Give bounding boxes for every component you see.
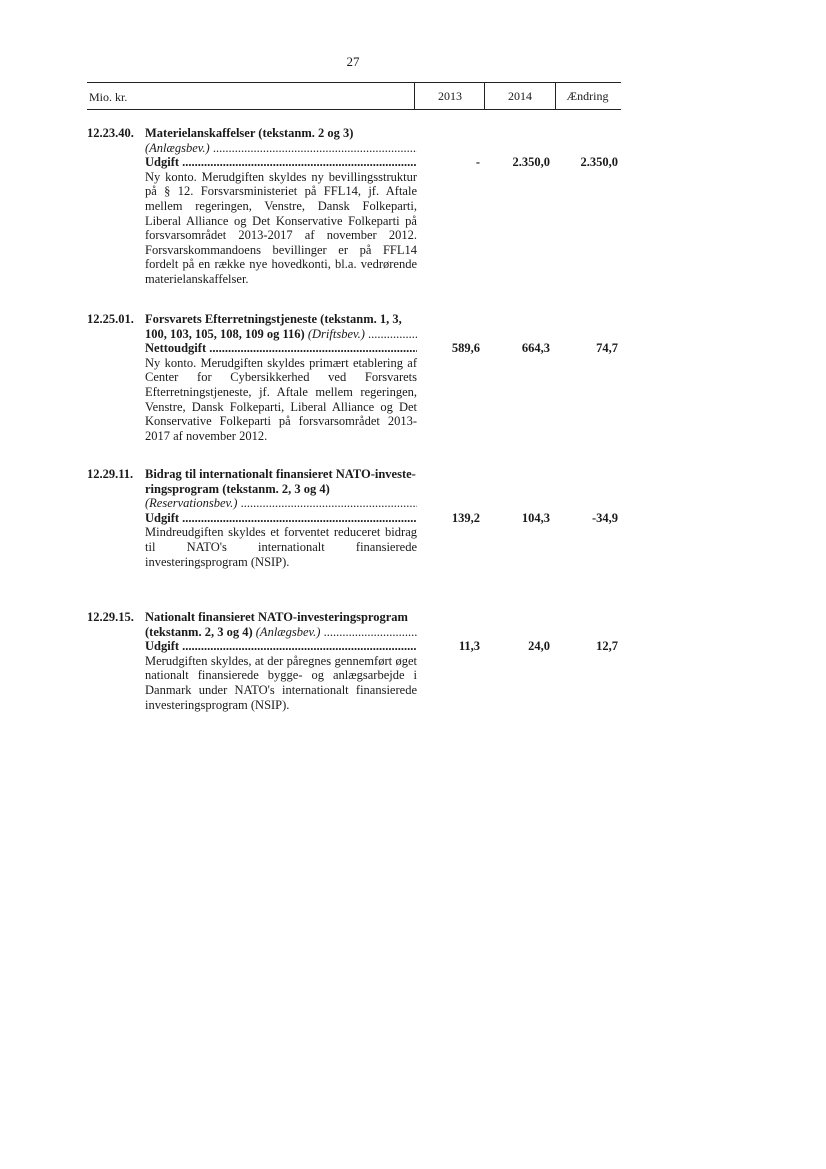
account-number: 12.25.01. <box>87 312 134 326</box>
entry-description: Ny konto. Merudgiften skyldes ny bevillingsstruktur på § 12. Forsvarsministeriet på FFL14, jf. Aftale mellem regeringen, Venstre, Dansk Folkeparti, Liberal Alliance og Det Konservative Folkeparti på forsvarsområdet 2013-2017 af november 2012. Forsvarskommandoens bevillinger er på FFL14 fordelt på en række nye hovedkonti, bl.a. vedrørende materielanskaffelser. <box>145 169 417 286</box>
column-header-2013: 2013 <box>414 83 485 109</box>
entry-title-cont: 100, 103, 105, 108, 109 og 116) <box>145 326 305 341</box>
expense-kind: Udgift ..... <box>145 155 417 169</box>
entry-description: Merudgiften skyldes, at der påregnes gennemført øget nationalt finansierede bygge- og anlægsarbejde i Danmark under NATO's internationalt finansierede investeringsprogram (NSIP). <box>145 653 417 712</box>
expense-kind: Udgift ..... <box>145 639 417 653</box>
value-2013: 139,2 <box>451 511 480 525</box>
account-number: 12.23.40. <box>87 126 134 140</box>
value-2013: - <box>475 155 480 169</box>
entry-description: Ny konto. Merudgiften skyldes primært etablering af Center for Cybersikkerhed ved Forsvarets Efterretningstjeneste, jf. Aftale mellem regeringen, Venstre, Dansk Folkeparti, Liberal Alliance og Det Konservative Folkeparti på forsvarsområdet 2013-2017 af november 2012. <box>145 355 417 443</box>
value-2014: 104,3 <box>521 511 550 525</box>
entry-title-cont: (tekstanm. 2, 3 og 4) <box>145 624 253 639</box>
expense-kind: Udgift ..... <box>145 511 417 525</box>
table-header <box>87 82 621 110</box>
appropriation-type: (Anlægsbev.) ..... <box>145 141 417 155</box>
unit-label: Mio. kr. <box>89 90 128 104</box>
value-2013: 589,6 <box>451 341 480 355</box>
appropriation-type: (Anlægsbev.) ..... <box>256 625 417 639</box>
value-change: 2.350,0 <box>580 155 618 169</box>
column-header-2014: 2014 <box>484 83 556 109</box>
account-number: 12.29.15. <box>87 610 134 624</box>
entry-title: Materielanskaffelser (tekstanm. 2 og 3) <box>145 126 354 140</box>
account-number: 12.29.11. <box>87 467 134 481</box>
value-change: 12,7 <box>596 639 618 653</box>
appropriation-type: (Reservationsbev.) ..... <box>145 496 417 510</box>
entry-title: Nationalt finansieret NATO-investeringsprogram <box>145 610 408 624</box>
appropriation-type: (Driftsbev.) ..... <box>308 327 417 341</box>
entry-description: Mindreudgiften skyldes et forventet reduceret bidrag til NATO's internationalt finansierede investeringsprogram (NSIP). <box>145 525 417 569</box>
entry-title: Bidrag til internationalt finansieret NATO-investe- <box>145 467 416 481</box>
value-change: 74,7 <box>596 341 618 355</box>
column-header-change: Ændring <box>566 89 609 103</box>
page-number: 27 <box>346 54 360 69</box>
entry-title-cont: ringsprogram (tekstanm. 2, 3 og 4) <box>145 481 330 496</box>
expense-kind: Nettoudgift ..... <box>145 341 417 355</box>
value-2014: 24,0 <box>528 639 550 653</box>
value-2014: 2.350,0 <box>512 155 550 169</box>
value-2013: 11,3 <box>458 639 480 653</box>
value-2014: 664,3 <box>521 341 550 355</box>
entry-title: Forsvarets Efterretningstjeneste (tekstanm. 1, 3, <box>145 312 402 326</box>
value-change: -34,9 <box>591 511 618 525</box>
